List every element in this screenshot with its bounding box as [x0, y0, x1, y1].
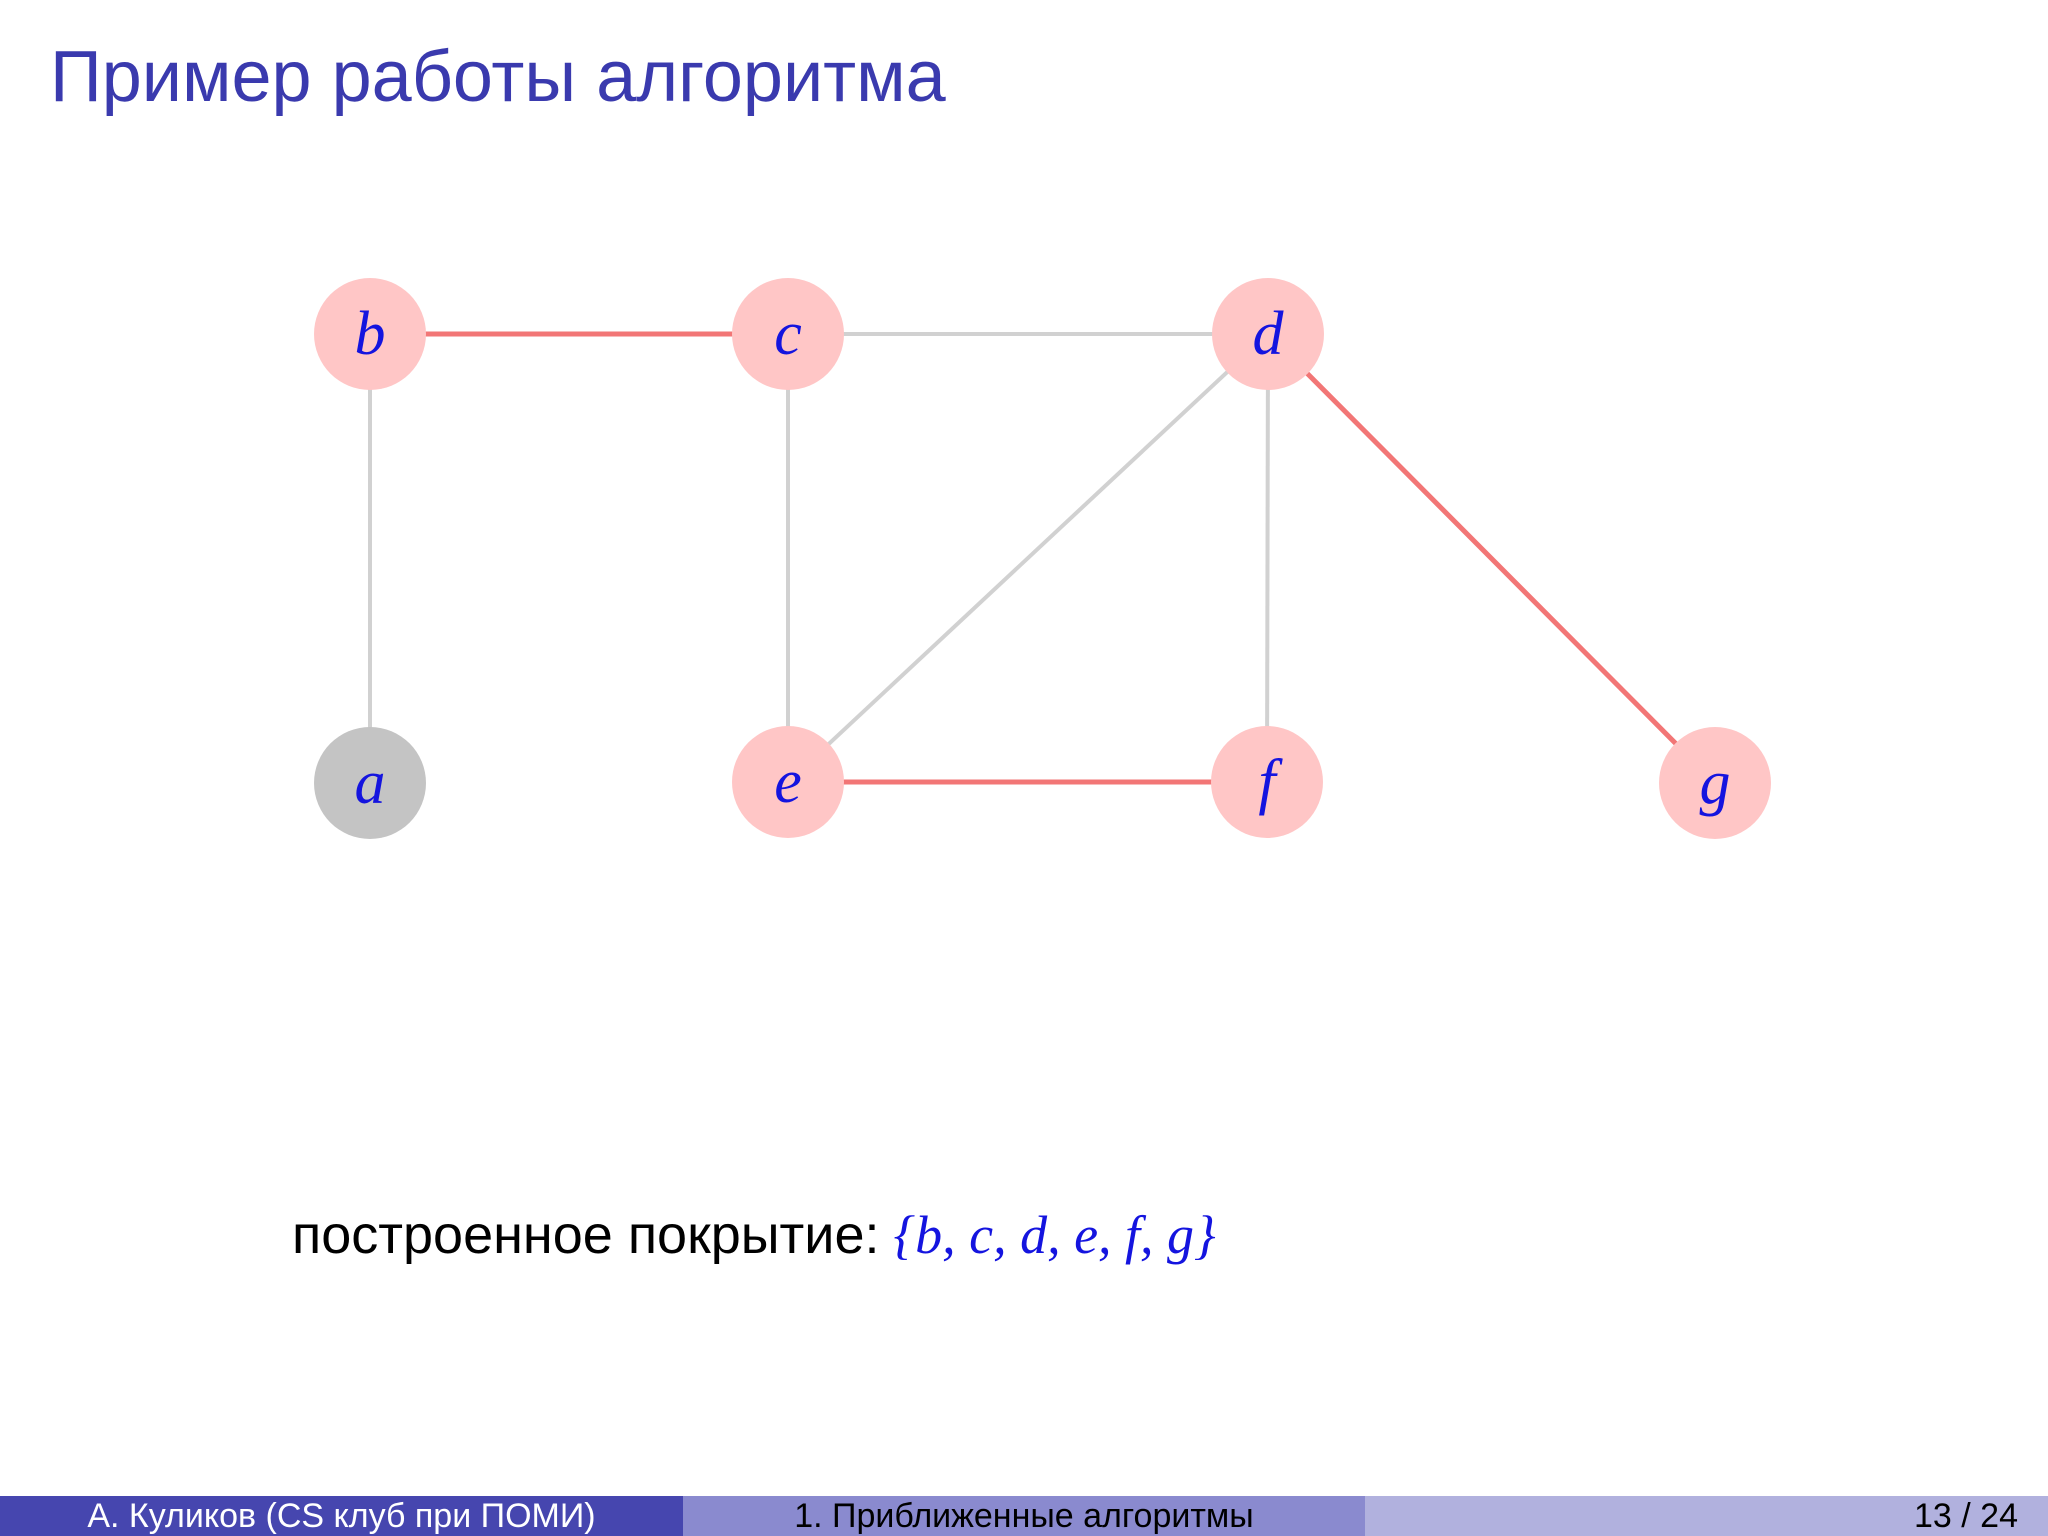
graph-node-label-c: c [774, 300, 802, 368]
graph-node-label-a: a [354, 749, 386, 817]
graph-node-label-e: e [774, 748, 802, 816]
graph-edge-d-g [1268, 334, 1715, 783]
graph-node-label-d: d [1252, 300, 1284, 368]
graph-edge-d-e [788, 334, 1268, 782]
graph-node-label-b: b [354, 300, 386, 368]
caption-label: построенное покрытие: [292, 1205, 880, 1265]
footer-page-indicator: 13 / 24 [1365, 1496, 2048, 1536]
graph-node-label-g: g [1699, 749, 1731, 817]
caption-set: {b, c, d, e, f, g} [893, 1205, 1216, 1265]
footer-bar [0, 1496, 2048, 1536]
graph-edge-d-f [1267, 334, 1268, 782]
graph-node-label-f: f [1258, 748, 1276, 816]
caption [292, 1204, 1216, 1266]
footer-author: А. Куликов (CS клуб при ПОМИ) [0, 1496, 683, 1536]
slide-title: Пример работы алгоритма [50, 37, 946, 117]
footer-section-title: 1. Приближенные алгоритмы [683, 1496, 1365, 1536]
